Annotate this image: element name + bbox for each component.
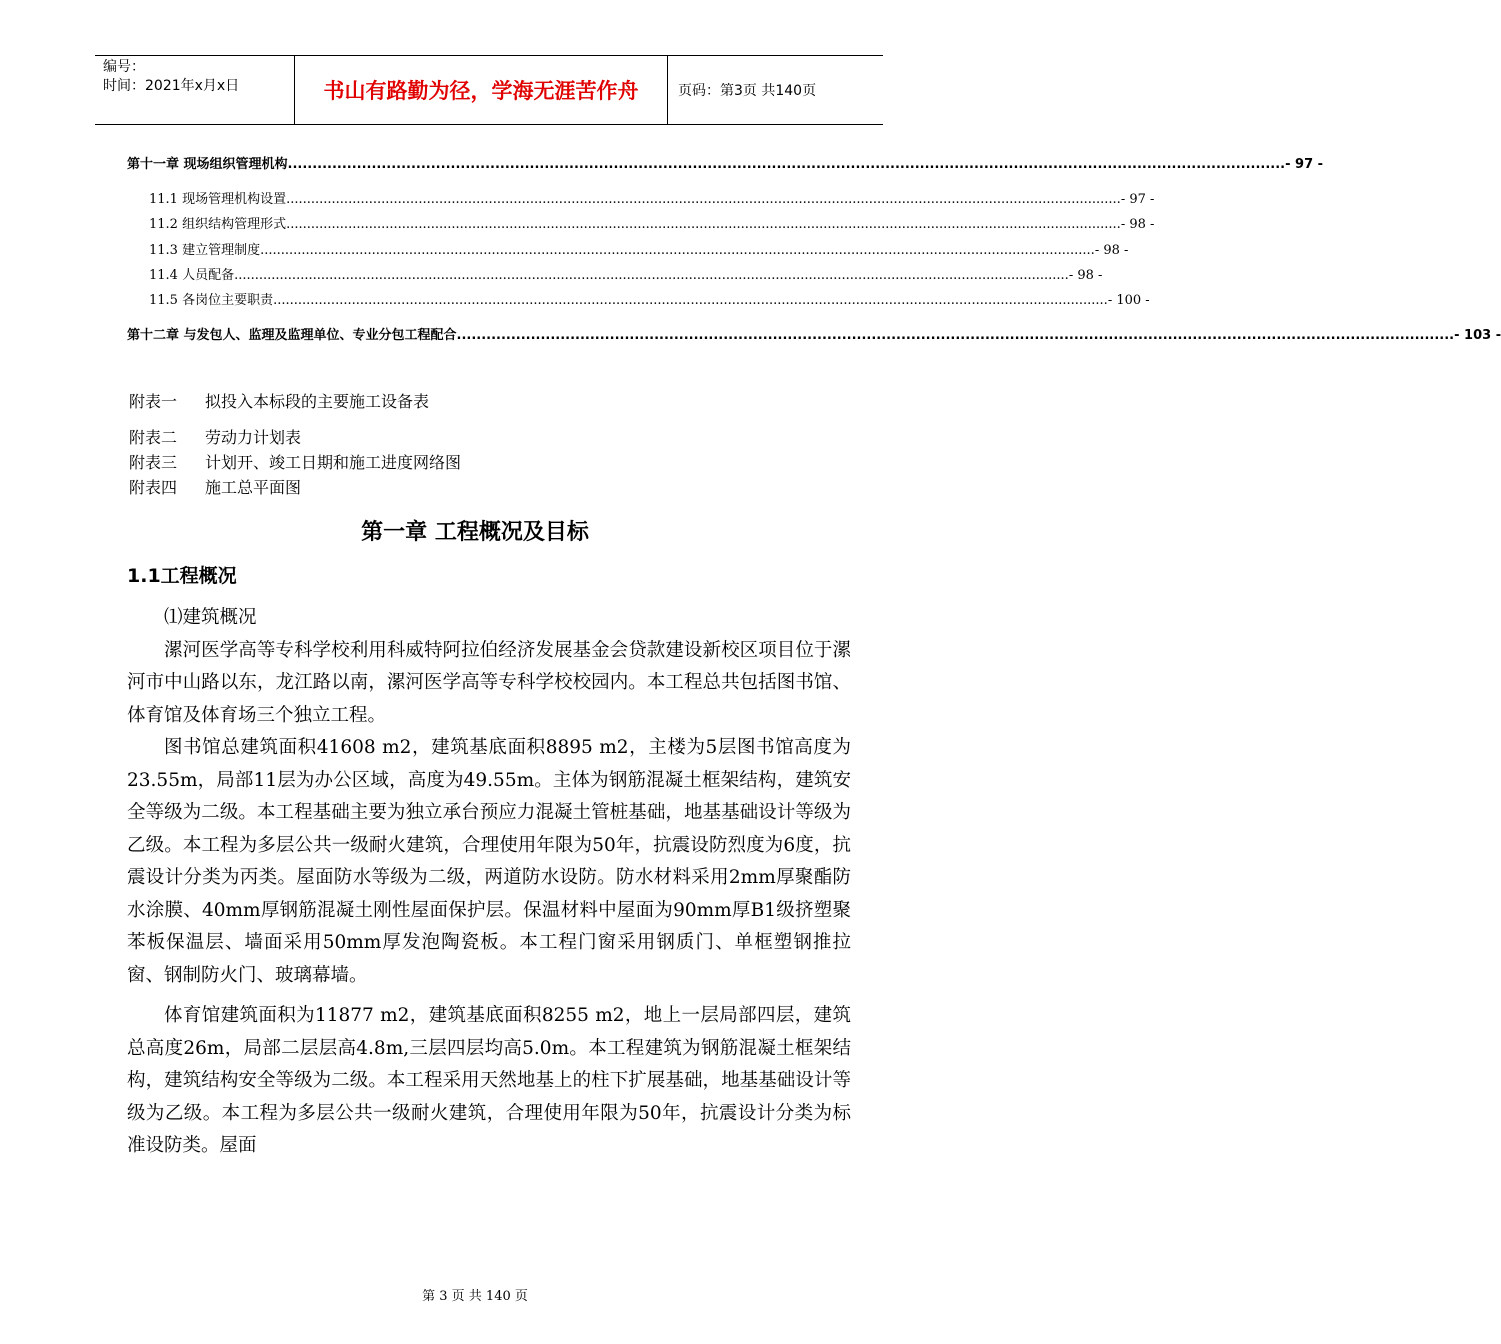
paragraph: 漯河医学高等专科学校利用科威特阿拉伯经济发展基金会贷款建设新校区项目位于漯河市中山路以东，龙江路以南，漯河医学高等专科学校校园内。本工程总共包括图书馆、体育馆及体育场三个独立工程。 — [127, 639, 851, 726]
document-number-label: 编号： — [103, 59, 145, 75]
appendix-key: 附表二 — [129, 428, 178, 447]
toc-entry[interactable] — [149, 289, 1150, 308]
toc-entry-title: 第十一章 现场组织管理机构 — [127, 157, 288, 172]
toc-entry-title: 11.1 现场管理机构设置 — [149, 192, 287, 207]
page-header — [95, 55, 883, 125]
body-content — [127, 602, 851, 1163]
toc-entry-title: 11.4 人员配备 — [149, 268, 235, 283]
chapter-title: 第一章 工程概况及目标 — [361, 520, 589, 545]
header-meta — [95, 56, 295, 124]
appendix-key: 附表四 — [129, 478, 178, 497]
appendix-item — [129, 428, 301, 448]
toc-entry-page: - 97 - — [1120, 192, 1155, 207]
toc-entry[interactable] — [149, 188, 1155, 207]
header-page-label: 页码：第3页 共140页 — [678, 83, 817, 99]
document-time-label: 时间：2021年x月x日 — [103, 78, 240, 94]
header-motto: 书山有路勤为径，学海无涯苦作舟 — [295, 56, 668, 124]
appendix-item — [129, 453, 461, 473]
toc-entry[interactable] — [149, 239, 1129, 258]
toc-leader: .......................................................................................................................................................................................................... — [234, 268, 1069, 283]
toc-entry[interactable] — [149, 213, 1155, 232]
toc-entry-page: - 98 - — [1120, 217, 1155, 232]
toc-leader: .......................................................................................................................................................................................................... — [260, 243, 1095, 258]
toc-entry[interactable] — [149, 264, 1103, 283]
appendix-text: 拟投入本标段的主要施工设备表 — [205, 392, 430, 411]
page-footer: 第 3 页 共 140 页 — [422, 1289, 528, 1304]
toc-entry-title: 第十二章 与发包人、监理及监理单位、专业分包工程配合 — [127, 328, 457, 343]
toc-leader: .......................................................................................................................................................................................................... — [286, 192, 1121, 207]
toc-entry-page: - 103 - — [1454, 328, 1501, 343]
section-title: 1.1工程概况 — [127, 565, 237, 587]
appendix-key: 附表一 — [129, 392, 178, 411]
toc-entry-title: 11.2 组织结构管理形式 — [149, 217, 287, 232]
toc-entry-page: - 100 - — [1107, 293, 1150, 308]
appendix-item — [129, 392, 429, 412]
toc-entry-page: - 97 - — [1285, 157, 1324, 172]
toc-leader: .......................................................................................................................................................................................................... — [456, 328, 1455, 343]
toc-entry-page: - 98 - — [1094, 243, 1129, 258]
paragraph: 体育馆建筑面积为11877 m2，建筑基底面积8255 m2，地上一层局部四层，建筑总高度26m，局部二层层高4.8m,三层四层均高5.0m。本工程建筑为钢筋混凝土框架结构，建筑结构安全等级为二级。本工程采用天然地基上的柱下扩展基础，地基基础设计等级为乙级。本工程为多层公共一级耐火建筑，合理使用年限为50年，抗震设计分类为标准设防类。屋面 — [127, 1005, 851, 1156]
toc-entry[interactable] — [127, 153, 1324, 172]
appendix-text: 施工总平面图 — [205, 478, 302, 497]
toc-leader: .......................................................................................................................................................................................................... — [287, 157, 1286, 172]
appendix-item — [129, 478, 301, 498]
appendix-text: 劳动力计划表 — [205, 428, 302, 447]
toc-entry-title: 11.3 建立管理制度 — [149, 243, 261, 258]
paragraph: 图书馆总建筑面积41608 m2，建筑基底面积8895 m2，主楼为5层图书馆高度为23.55m，局部11层为办公区域，高度为49.55m。主体为钢筋混凝土框架结构，建筑安全等级为二级。本工程基础主要为独立承台预应力混凝土管桩基础，地基基础设计等级为乙级。本工程为多层公共一级耐火建筑，合理使用年限为50年，抗震设防烈度为6度，抗震设计分类为丙类。屋面防水等级为二级，两道防水设防。防水材料采用2mm厚聚酯防水涂膜、40mm厚钢筋混凝土刚性屋面保护层。保温材料中屋面为90mm厚B1级挤塑聚苯板保温层、墙面采用50mm厚发泡陶瓷板。本工程门窗采用钢质门、单框塑钢推拉窗、钢制防火门、玻璃幕墙。 — [127, 737, 851, 986]
toc-entry-page: - 98 - — [1068, 268, 1103, 283]
appendix-text: 计划开、竣工日期和施工进度网络图 — [205, 453, 462, 472]
subsection-heading: ⑴建筑概况 — [164, 607, 257, 628]
toc-leader: .......................................................................................................................................................................................................... — [273, 293, 1108, 308]
toc-entry[interactable] — [127, 324, 1501, 343]
toc-entry-title: 11.5 各岗位主要职责 — [149, 293, 274, 308]
appendix-key: 附表三 — [129, 453, 178, 472]
toc-leader: .......................................................................................................................................................................................................... — [286, 217, 1121, 232]
